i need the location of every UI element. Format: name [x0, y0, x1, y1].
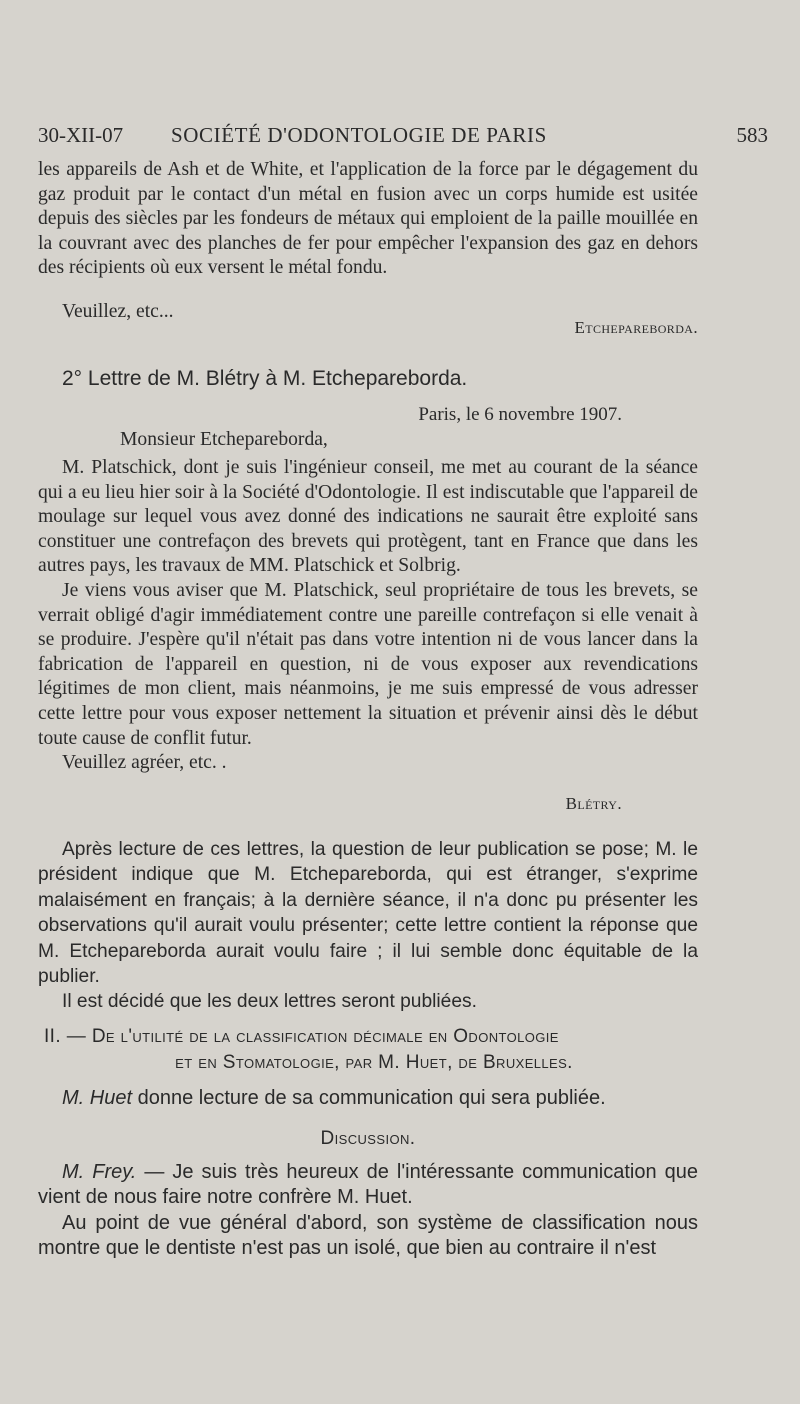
letter2-signature-block	[38, 792, 622, 817]
letter2-signature: Blétry.	[565, 794, 622, 813]
header-journal-title: SOCIÉTÉ D'ODONTOLOGIE DE PARIS	[171, 123, 547, 147]
speaker-huet: M. Huet	[62, 1087, 133, 1109]
minutes-paragraph-1: Après lecture de ces lettres, la question de leur publication se pose; M. le président indique que M. Etchepareborda, qui est étranger, s'exprime malaisément en français; à la dernière séance, il n'a donc pu présenter les observations qu'il aurait voulu présenter; cette lettre contient la réponse que M. Etchepareborda aurait voulu faire ; il lui semble donc équitable de la publier.	[38, 839, 698, 988]
letter2-title: 2° Lettre de M. Blétry à M. Etchepareborda.	[62, 367, 468, 390]
section-heading	[44, 1024, 704, 1076]
letter2-body	[38, 456, 698, 776]
huet-paragraph	[62, 1086, 722, 1111]
section-number: II. —	[44, 1026, 87, 1047]
page-number: 583	[736, 123, 768, 147]
section-title-line-1: De l'utilité de la classification décimale en Odontologie	[91, 1026, 559, 1047]
letter2-paragraph-2: Je viens vous aviser que M. Platschick, seul propriétaire de tous les brevets, se verrait obligé d'agir immédiatement contre une pareille contrefaçon si elle venait à se produire. J'espère qu'il n'était pas dans votre intention ni de vous lancer dans la fabrication de l'appareil en question, ni de vous exposer aux revendications légitimes de mon client, mais néanmoins, je me suis empressé de vous adresser cette lettre pour vous exposer nettement la situation et prévenir ainsi dès le début toute cause de conflit futur.	[38, 579, 698, 749]
letter2-closing: Veuillez agréer, etc. .	[62, 752, 227, 774]
discussion-heading: Discussion.	[320, 1128, 416, 1149]
section-title-line-2: et en Stomatologie, par M. Huet, de Bruxelles.	[175, 1052, 573, 1073]
discussion-paragraph: Au point de vue général d'abord, son système de classification nous montre que le dentiste n'est pas un isolé, que bien au contraire il n'est	[38, 1211, 698, 1260]
header-date: 30-XII-07	[38, 123, 124, 147]
letter2-paragraph-1: M. Platschick, dont je suis l'ingénieur conseil, me met au courant de la séance qui a eu lieu hier soir à la Société d'Odontologie. Il est indiscutable que l'appareil de moulage sur lequel vous avez donné des indications ne saurait être exploité sans constituer une contrefaçon des brevets qui protègent, tant en France que dans les autres pays, les travaux de MM. Platschick et Solbrig.	[38, 457, 698, 577]
discussion-heading-block	[38, 1126, 698, 1151]
letter1-signature: Etchepareborda.	[574, 318, 698, 337]
letter1-closing: Veuillez, etc...	[62, 301, 174, 322]
letter2-salutation-block	[120, 428, 520, 453]
letter2-heading-block	[62, 367, 682, 391]
letter1-signature-block	[38, 316, 698, 341]
letter2-date: Paris, le 6 novembre 1907.	[418, 404, 622, 425]
letter1-paragraph-block	[38, 158, 698, 281]
discussion-body	[38, 1160, 698, 1262]
letter1-paragraph: les appareils de Ash et de White, et l'application de la force par le dégagement du gaz produit par le contact d'un métal en fusion avec un corps humide est usitée depuis des siècles par les fondeurs de métaux qui emploient de la paille mouillée en la couvrant avec des planches de fer pour empêcher l'expansion des gaz en dehors des récipients où eux versent le métal fondu.	[38, 159, 698, 279]
speaker-frey: M. Frey.	[62, 1161, 137, 1183]
frey-text: — Je suis très heureux de l'intéressante communication que vient de nous faire notre confrère M. Huet.	[38, 1161, 698, 1209]
letter2-salutation: Monsieur Etchepareborda,	[120, 429, 328, 450]
huet-text: donne lecture de sa communication qui sera publiée.	[137, 1087, 606, 1109]
minutes-paragraph-2: Il est décidé que les deux lettres seront publiées.	[62, 991, 477, 1013]
letter2-date-block	[38, 404, 622, 426]
minutes-body	[38, 837, 698, 1015]
